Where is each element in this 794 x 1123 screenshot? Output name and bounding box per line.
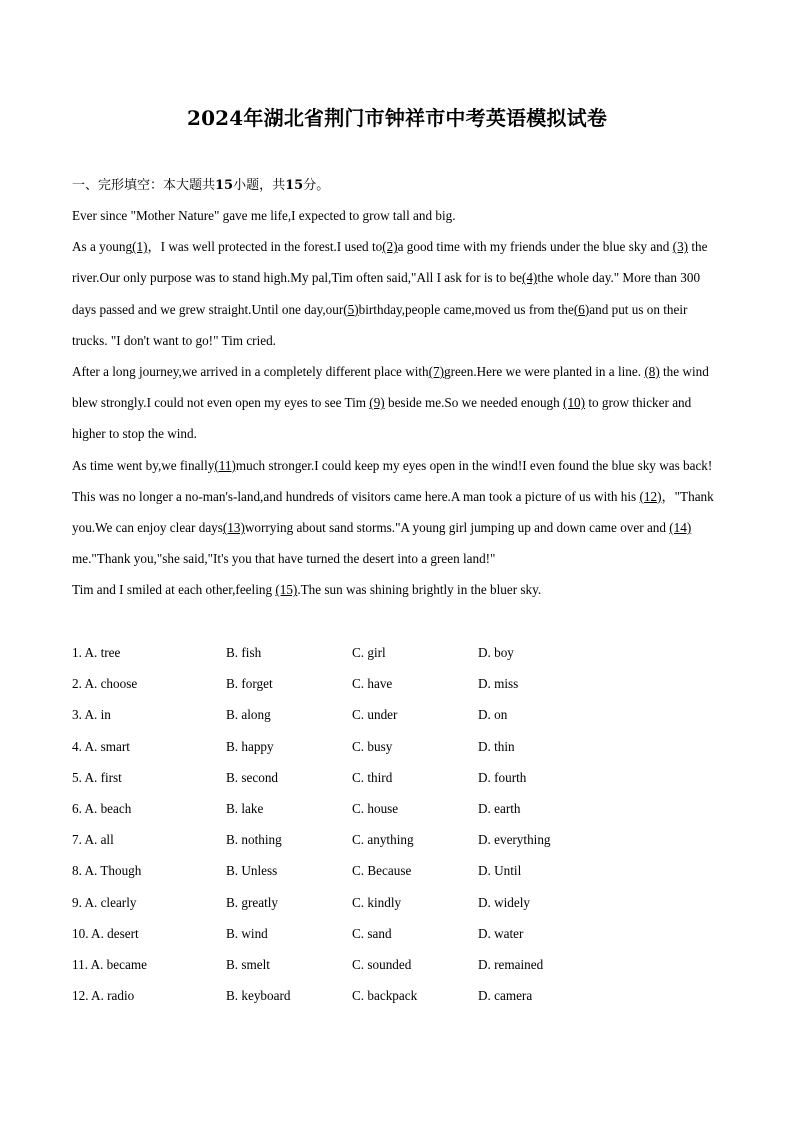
option-b: B. smelt [226, 956, 270, 972]
blank-number: (3) [672, 239, 689, 255]
option-b: B. lake [226, 800, 264, 816]
question-options-row [72, 949, 722, 980]
option-c: C. backpack [352, 988, 418, 1004]
option-d: D. thin [478, 738, 515, 754]
cloze-passage [72, 200, 726, 606]
passage-text: worrying about sand storms."A young girl jumping up and down came over and [244, 520, 670, 536]
passage-text: the river.Our only purpose was to stand high.My pal,Tim often said,"All I ask for is to be [72, 239, 708, 286]
blank-number: (7) [428, 364, 445, 380]
passage-text: beside me.So we needed enough [384, 395, 564, 411]
option-c: C. kindly [352, 894, 402, 910]
section-heading [72, 174, 329, 193]
option-c: C. have [352, 676, 393, 692]
question-options-row [72, 855, 722, 886]
passage-text: .The sun was shining brightly in the bluer sky. [297, 582, 542, 598]
passage-text: the wind blew strongly.I could not even open my eyes to see Tim [72, 364, 709, 411]
question-options-row [72, 887, 722, 918]
option-c: C. Because [352, 863, 412, 879]
blank-number: (8) [644, 364, 660, 380]
option-a: 7. A. all [72, 832, 114, 848]
option-a: 11. A. became [72, 956, 147, 972]
blank-number: (2) [382, 239, 398, 255]
passage-text: a good time with my friends under the blue sky and [397, 239, 673, 255]
option-b: B. fish [226, 645, 262, 660]
option-a: 8. A. Though [72, 863, 142, 879]
option-d: D. miss [478, 676, 519, 692]
passage-text: This was no longer a no-man's-land,and hundreds of visitors came here.A man took a picture of us with his [72, 488, 640, 504]
option-c: C. sand [352, 925, 392, 941]
option-d: D. fourth [478, 769, 527, 785]
blank-number: (11) [214, 457, 236, 473]
passage-text: the whole day." More than 300 days passed and we grew straight.Until one day,our [72, 270, 701, 317]
blank-number: (10) [563, 395, 586, 411]
blank-number: (6) [573, 301, 590, 317]
passage-text: me."Thank you,"she said,"It's you that have turned the desert into a green land!" [72, 551, 496, 567]
option-c: C. house [352, 800, 399, 816]
option-d: D. widely [478, 894, 531, 910]
blank-number: (5) [343, 301, 359, 317]
passage-paragraph [72, 574, 726, 605]
option-a: 5. A. first [72, 769, 122, 785]
blank-number: (14) [669, 520, 692, 536]
option-c: C. sounded [352, 956, 412, 972]
section-heading-text: 一、完形填空：本大题共 [72, 178, 216, 193]
passage-text: green.Here we were planted in a line. [444, 364, 645, 380]
blank-number: (9) [369, 395, 385, 411]
option-b: B. keyboard [226, 988, 291, 1004]
question-options-row [72, 824, 722, 855]
option-c: C. anything [352, 832, 414, 848]
option-b: B. happy [226, 738, 274, 754]
question-options-row [72, 699, 722, 730]
blank-number: (13) [222, 520, 245, 536]
option-c: C. busy [352, 738, 393, 754]
blank-number: (15) [275, 582, 298, 598]
option-d: D. boy [478, 645, 514, 660]
question-options-row [72, 793, 722, 824]
option-d: D. camera [478, 988, 533, 1004]
blank-number: (1) [132, 239, 148, 255]
option-c: C. third [352, 769, 393, 785]
option-d: D. everything [478, 832, 551, 848]
option-b: B. wind [226, 925, 268, 941]
passage-text: As time went by,we finally [72, 457, 215, 473]
passage-paragraph [72, 481, 726, 575]
passage-text: to grow thicker and higher to stop the wind. [72, 395, 692, 442]
option-d: D. water [478, 925, 524, 941]
passage-text: and put us on their trucks. "I don't want to go!" Tim cried. [72, 301, 688, 348]
passage-text: After a long journey,we arrived in a completely different place with [72, 364, 429, 380]
option-c: C. under [352, 707, 398, 723]
question-options-row [72, 668, 722, 699]
passage-text: As a young [72, 239, 133, 255]
option-b: B. along [226, 707, 271, 723]
option-a: 10. A. desert [72, 925, 139, 941]
option-a: 6. A. beach [72, 800, 132, 816]
passage-paragraph [72, 356, 726, 450]
blank-number: (4) [521, 270, 538, 286]
option-d: D. earth [478, 800, 521, 816]
question-options-row [72, 762, 722, 793]
question-options-row [72, 918, 722, 949]
question-options-row [72, 637, 722, 668]
page-title: 2024年湖北省荆门市钟祥市中考英语模拟试卷 [186, 106, 608, 130]
option-d: D. on [478, 707, 508, 723]
passage-text: ，I was well protected in the forest.I used to [147, 239, 383, 255]
passage-text: much stronger.I could keep my eyes open in the wind!I even found the blue sky was back! [235, 457, 713, 473]
option-b: B. greatly [226, 894, 279, 910]
passage-text: Tim and I smiled at each other,feeling [72, 582, 276, 598]
section-score: 15 [285, 178, 304, 193]
passage-text: birthday,people came,moved us from the [358, 301, 574, 317]
passage-paragraph [72, 450, 726, 481]
option-a: 2. A. choose [72, 676, 138, 692]
option-b: B. second [226, 769, 279, 785]
option-b: B. Unless [226, 863, 278, 879]
option-a: 3. A. in [72, 707, 111, 723]
option-b: B. nothing [226, 832, 282, 848]
option-a: 1. A. tree [72, 645, 121, 660]
section-heading-end: 分。 [303, 178, 330, 193]
option-c: C. girl [352, 645, 386, 660]
option-d: D. remained [478, 956, 544, 972]
options-list [72, 637, 722, 1011]
question-count: 15 [215, 178, 234, 193]
blank-number: (12) [639, 488, 662, 504]
question-options-row [72, 980, 722, 1011]
option-b: B. forget [226, 676, 273, 692]
section-heading-mid: 小题，共 [233, 178, 286, 193]
passage-text: Ever since "Mother Nature" gave me life,I expected to grow tall and big. [72, 208, 456, 223]
passage-paragraph [72, 231, 726, 356]
passage-text: ，"Thank you.We can enjoy clear days [72, 488, 714, 536]
option-a: 4. A. smart [72, 738, 130, 754]
question-options-row [72, 731, 722, 762]
passage-paragraph [72, 200, 726, 231]
option-d: D. Until [478, 863, 522, 879]
option-a: 12. A. radio [72, 988, 135, 1004]
option-a: 9. A. clearly [72, 894, 137, 910]
